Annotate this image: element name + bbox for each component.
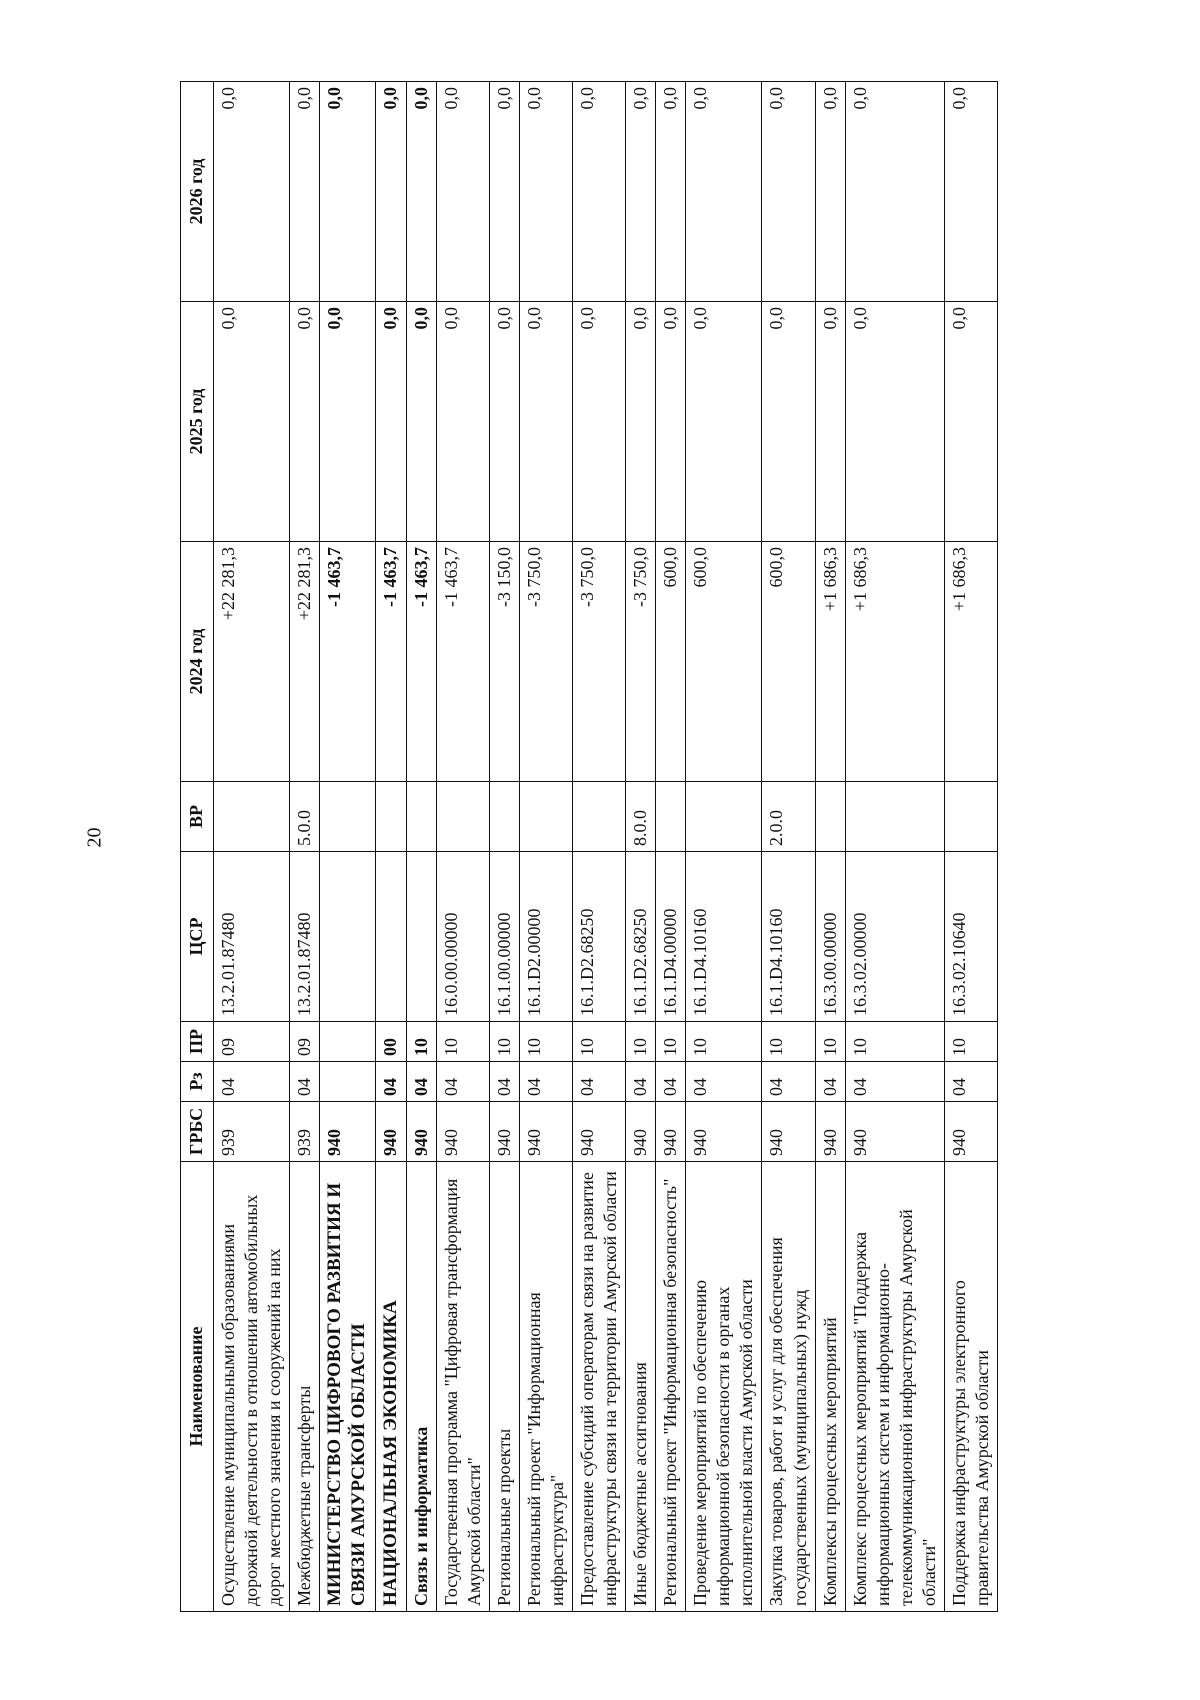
cell-grbs: 940 [437, 1102, 490, 1162]
cell-grbs: 940 [573, 1102, 626, 1162]
cell-value-2025: 0,0 [320, 302, 376, 542]
cell-value-2025: 0,0 [845, 302, 944, 542]
cell-name: Комплекс процессных мероприятий "Поддержка информационных систем и информационно-телекоммуникационной инфраструктуры Амурской области" [845, 1162, 944, 1612]
cell-csr [375, 852, 406, 1022]
cell-value-2024: -1 463,7 [320, 542, 376, 782]
table-row [520, 82, 573, 1612]
cell-vr [656, 782, 686, 852]
cell-vr [686, 782, 762, 852]
cell-csr [407, 852, 437, 1022]
cell-value-2026: 0,0 [437, 82, 490, 302]
cell-pr: 09 [214, 1022, 290, 1062]
cell-csr: 13.2.01.87480 [290, 852, 320, 1022]
cell-grbs: 940 [490, 1102, 520, 1162]
cell-csr: 16.3.02.00000 [845, 852, 944, 1022]
cell-vr [407, 782, 437, 852]
cell-csr: 16.1.D2.68250 [573, 852, 626, 1022]
table-row [437, 82, 490, 1612]
cell-vr: 2.0.0 [762, 782, 815, 852]
cell-csr: 16.1.D2.68250 [626, 852, 656, 1022]
cell-value-2025: 0,0 [762, 302, 815, 542]
cell-value-2025: 0,0 [815, 302, 845, 542]
table-row [626, 82, 656, 1612]
cell-value-2026: 0,0 [407, 82, 437, 302]
cell-value-2025: 0,0 [520, 302, 573, 542]
cell-pr: 00 [375, 1022, 406, 1062]
cell-grbs: 940 [320, 1102, 376, 1162]
cell-grbs: 940 [656, 1102, 686, 1162]
cell-vr [320, 782, 376, 852]
cell-rz: 04 [573, 1062, 626, 1102]
header-2024: 2024 год [181, 542, 214, 782]
table-row [490, 82, 520, 1612]
cell-name: НАЦИОНАЛЬНАЯ ЭКОНОМИКА [375, 1162, 406, 1612]
cell-value-2024: 600,0 [656, 542, 686, 782]
cell-pr [320, 1022, 376, 1062]
page-number: 20 [83, 827, 106, 848]
cell-value-2026: 0,0 [845, 82, 944, 302]
cell-pr: 10 [815, 1022, 845, 1062]
header-2026: 2026 год [181, 82, 214, 302]
cell-value-2024: -1 463,7 [407, 542, 437, 782]
cell-pr: 10 [490, 1022, 520, 1062]
cell-value-2025: 0,0 [944, 302, 997, 542]
cell-name: Проведение мероприятий по обеспечению информационной безопасности в органах исполнительной власти Амурской области [686, 1162, 762, 1612]
cell-rz: 04 [375, 1062, 406, 1102]
cell-value-2025: 0,0 [437, 302, 490, 542]
cell-name: МИНИСТЕРСТВО ЦИФРОВОГО РАЗВИТИЯ И СВЯЗИ АМУРСКОЙ ОБЛАСТИ [320, 1162, 376, 1612]
cell-value-2025: 0,0 [407, 302, 437, 542]
cell-pr: 10 [944, 1022, 997, 1062]
cell-csr: 16.3.00.00000 [815, 852, 845, 1022]
cell-vr [815, 782, 845, 852]
cell-value-2026: 0,0 [656, 82, 686, 302]
cell-pr: 10 [762, 1022, 815, 1062]
cell-vr [573, 782, 626, 852]
table-row [815, 82, 845, 1612]
table-row [573, 82, 626, 1612]
cell-value-2024: -3 150,0 [490, 542, 520, 782]
cell-vr [214, 782, 290, 852]
cell-value-2026: 0,0 [490, 82, 520, 302]
header-row [181, 82, 214, 1612]
cell-name: Связь и информатика [407, 1162, 437, 1612]
cell-pr: 10 [656, 1022, 686, 1062]
cell-value-2025: 0,0 [290, 302, 320, 542]
header-rz: Рз [181, 1062, 214, 1102]
cell-value-2025: 0,0 [686, 302, 762, 542]
table-row [845, 82, 944, 1612]
table-row [762, 82, 815, 1612]
cell-pr: 10 [437, 1022, 490, 1062]
cell-value-2025: 0,0 [573, 302, 626, 542]
cell-rz: 04 [214, 1062, 290, 1102]
cell-pr: 10 [845, 1022, 944, 1062]
cell-grbs: 940 [375, 1102, 406, 1162]
table-row [290, 82, 320, 1612]
table-row [944, 82, 997, 1612]
cell-value-2025: 0,0 [214, 302, 290, 542]
cell-pr: 10 [407, 1022, 437, 1062]
cell-csr: 16.1.D2.00000 [520, 852, 573, 1022]
cell-rz: 04 [626, 1062, 656, 1102]
cell-csr: 16.1.00.00000 [490, 852, 520, 1022]
table-row [214, 82, 290, 1612]
cell-name: Региональный проект "Информационная безопасность" [656, 1162, 686, 1612]
cell-name: Поддержка инфраструктуры электронного правительства Амурской области [944, 1162, 997, 1612]
cell-name: Региональный проект "Информационная инфраструктура" [520, 1162, 573, 1612]
header-vr: ВР [181, 782, 214, 852]
header-csr: ЦСР [181, 852, 214, 1022]
cell-csr: 16.1.D4.10160 [686, 852, 762, 1022]
cell-name: Межбюджетные трансферты [290, 1162, 320, 1612]
cell-rz: 04 [686, 1062, 762, 1102]
cell-vr: 8.0.0 [626, 782, 656, 852]
cell-vr [375, 782, 406, 852]
cell-csr: 16.0.00.00000 [437, 852, 490, 1022]
cell-value-2026: 0,0 [214, 82, 290, 302]
cell-value-2026: 0,0 [944, 82, 997, 302]
cell-value-2025: 0,0 [490, 302, 520, 542]
cell-csr: 16.1.D4.00000 [656, 852, 686, 1022]
cell-rz: 04 [944, 1062, 997, 1102]
cell-grbs: 940 [762, 1102, 815, 1162]
cell-csr: 16.3.02.10640 [944, 852, 997, 1022]
cell-csr: 16.1.D4.10160 [762, 852, 815, 1022]
cell-grbs: 940 [845, 1102, 944, 1162]
cell-value-2024: -3 750,0 [626, 542, 656, 782]
cell-name: Иные бюджетные ассигнования [626, 1162, 656, 1612]
cell-value-2025: 0,0 [375, 302, 406, 542]
cell-value-2026: 0,0 [686, 82, 762, 302]
cell-grbs: 940 [520, 1102, 573, 1162]
cell-value-2024: +1 686,3 [815, 542, 845, 782]
cell-value-2024: 600,0 [762, 542, 815, 782]
cell-pr: 09 [290, 1022, 320, 1062]
cell-rz: 04 [407, 1062, 437, 1102]
table-row [656, 82, 686, 1612]
table-row [320, 82, 376, 1612]
budget-table [180, 81, 998, 1612]
cell-csr [320, 852, 376, 1022]
cell-grbs: 940 [626, 1102, 656, 1162]
table-container [180, 82, 1115, 1612]
cell-pr: 10 [626, 1022, 656, 1062]
header-pr: ПР [181, 1022, 214, 1062]
cell-value-2026: 0,0 [320, 82, 376, 302]
cell-pr: 10 [686, 1022, 762, 1062]
cell-value-2026: 0,0 [815, 82, 845, 302]
cell-pr: 10 [520, 1022, 573, 1062]
header-2025: 2025 год [181, 302, 214, 542]
cell-value-2026: 0,0 [290, 82, 320, 302]
cell-vr [437, 782, 490, 852]
cell-grbs: 939 [214, 1102, 290, 1162]
cell-name: Осуществление муниципальными образованиями дорожной деятельности в отношении автомобильных дорог местного значения и сооружений на них [214, 1162, 290, 1612]
cell-rz: 04 [815, 1062, 845, 1102]
table-row [407, 82, 437, 1612]
cell-rz: 04 [437, 1062, 490, 1102]
cell-vr [944, 782, 997, 852]
cell-value-2024: -1 463,7 [437, 542, 490, 782]
cell-value-2026: 0,0 [520, 82, 573, 302]
table-row [375, 82, 406, 1612]
cell-vr: 5.0.0 [290, 782, 320, 852]
cell-value-2024: -1 463,7 [375, 542, 406, 782]
cell-value-2025: 0,0 [656, 302, 686, 542]
cell-name: Предоставление субсидий операторам связи на развитие инфраструктуры связи на территории Амурской области [573, 1162, 626, 1612]
cell-value-2026: 0,0 [626, 82, 656, 302]
header-grbs: ГРБС [181, 1102, 214, 1162]
cell-pr: 10 [573, 1022, 626, 1062]
cell-grbs: 940 [686, 1102, 762, 1162]
cell-grbs: 939 [290, 1102, 320, 1162]
cell-name: Региональные проекты [490, 1162, 520, 1612]
table-row [686, 82, 762, 1612]
cell-value-2026: 0,0 [573, 82, 626, 302]
cell-value-2024: 600,0 [686, 542, 762, 782]
cell-vr [520, 782, 573, 852]
cell-name: Комплексы процессных мероприятий [815, 1162, 845, 1612]
cell-value-2024: -3 750,0 [573, 542, 626, 782]
cell-grbs: 940 [944, 1102, 997, 1162]
cell-value-2024: +22 281,3 [214, 542, 290, 782]
cell-rz: 04 [845, 1062, 944, 1102]
cell-value-2026: 0,0 [762, 82, 815, 302]
cell-vr [490, 782, 520, 852]
cell-value-2025: 0,0 [626, 302, 656, 542]
header-name: Наименование [181, 1162, 214, 1612]
cell-rz: 04 [490, 1062, 520, 1102]
cell-rz: 04 [290, 1062, 320, 1102]
cell-value-2026: 0,0 [375, 82, 406, 302]
cell-value-2024: -3 750,0 [520, 542, 573, 782]
cell-rz: 04 [656, 1062, 686, 1102]
cell-rz [320, 1062, 376, 1102]
cell-value-2024: +22 281,3 [290, 542, 320, 782]
cell-name: Государственная программа "Цифровая трансформация Амурской области" [437, 1162, 490, 1612]
cell-grbs: 940 [815, 1102, 845, 1162]
cell-rz: 04 [762, 1062, 815, 1102]
cell-vr [845, 782, 944, 852]
cell-grbs: 940 [407, 1102, 437, 1162]
cell-value-2024: +1 686,3 [944, 542, 997, 782]
cell-rz: 04 [520, 1062, 573, 1102]
cell-csr: 13.2.01.87480 [214, 852, 290, 1022]
cell-value-2024: +1 686,3 [845, 542, 944, 782]
cell-name: Закупка товаров, работ и услуг для обеспечения государственных (муниципальных) нужд [762, 1162, 815, 1612]
